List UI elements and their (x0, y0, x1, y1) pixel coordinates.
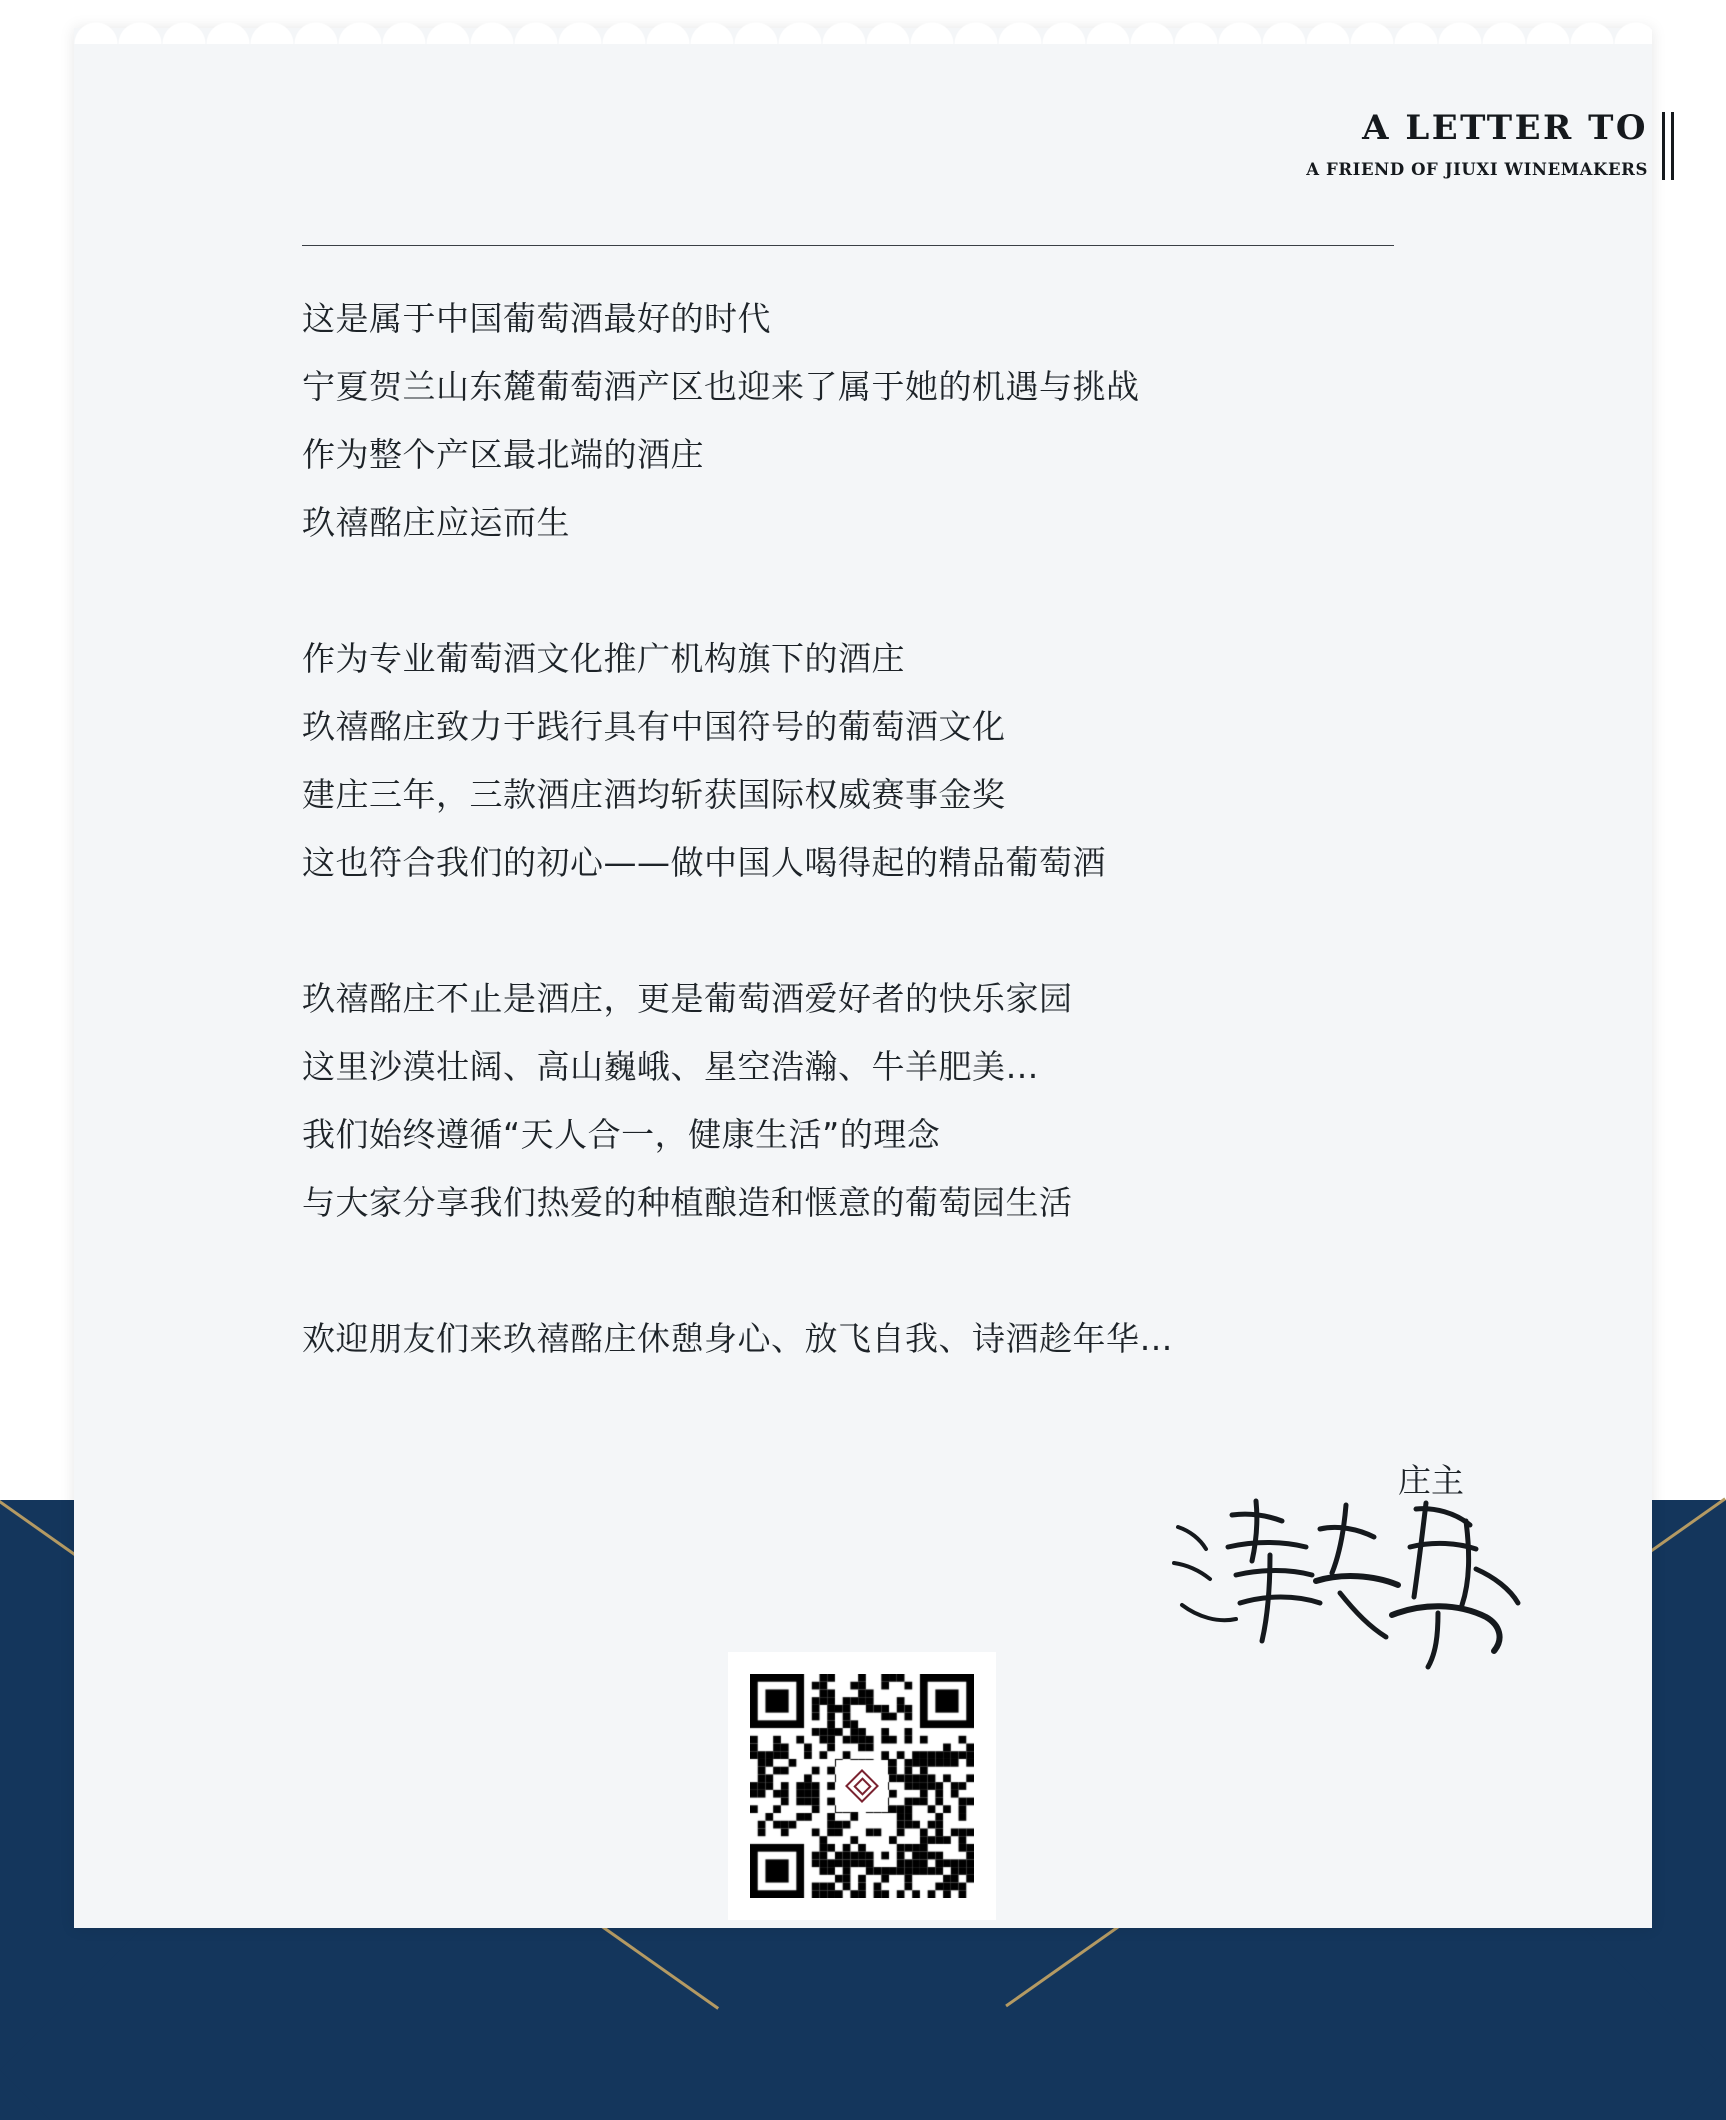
paragraph (302, 625, 1452, 897)
body-line: 玖禧酩庄不止是酒庄，更是葡萄酒爱好者的快乐家园 (302, 979, 1073, 1018)
scalloped-edge (74, 10, 1652, 44)
body-line: 建庄三年，三款酒庄酒均斩获国际权威赛事金奖 (302, 775, 1006, 814)
page-title: A LETTER TO (1362, 108, 1648, 148)
body-line: 宁夏贺兰山东麓葡萄酒产区也迎来了属于她的机遇与挑战 (302, 367, 1140, 406)
body-line: 这是属于中国葡萄酒最好的时代 (302, 299, 771, 338)
paragraph (302, 285, 1452, 557)
paragraph (302, 1305, 1452, 1373)
paragraph (302, 965, 1452, 1237)
body-line: 这里沙漠壮阔、高山巍峨、星空浩瀚、牛羊肥美… (302, 1047, 1039, 1086)
double-bar-icon (1662, 112, 1676, 180)
body-line: 欢迎朋友们来玖禧酩庄休憩身心、放飞自我、诗酒趁年华… (302, 1319, 1173, 1358)
body-line: 作为整个产区最北端的酒庄 (302, 435, 704, 474)
signature-label: 庄主 (1398, 1461, 1464, 1500)
handwritten-signature (1170, 1485, 1530, 1675)
body-line: 玖禧酩庄致力于践行具有中国符号的葡萄酒文化 (302, 707, 1006, 746)
qr-code-container[interactable] (728, 1652, 996, 1920)
header-divider (302, 245, 1394, 246)
qr-code[interactable] (750, 1674, 974, 1898)
body-line: 这也符合我们的初心——做中国人喝得起的精品葡萄酒 (302, 843, 1106, 882)
letter-body (302, 285, 1452, 1373)
page-subtitle: A FRIEND OF JIUXI WINEMAKERS (1306, 159, 1648, 179)
letter-header (1306, 108, 1648, 179)
diamond-logo-icon (840, 1764, 884, 1808)
body-line: 玖禧酩庄应运而生 (302, 503, 570, 542)
body-line: 我们始终遵循“天人合一，健康生活”的理念 (302, 1115, 941, 1154)
body-line: 作为专业葡萄酒文化推广机构旗下的酒庄 (302, 639, 905, 678)
body-line: 与大家分享我们热爱的种植酿造和惬意的葡萄园生活 (302, 1183, 1073, 1222)
